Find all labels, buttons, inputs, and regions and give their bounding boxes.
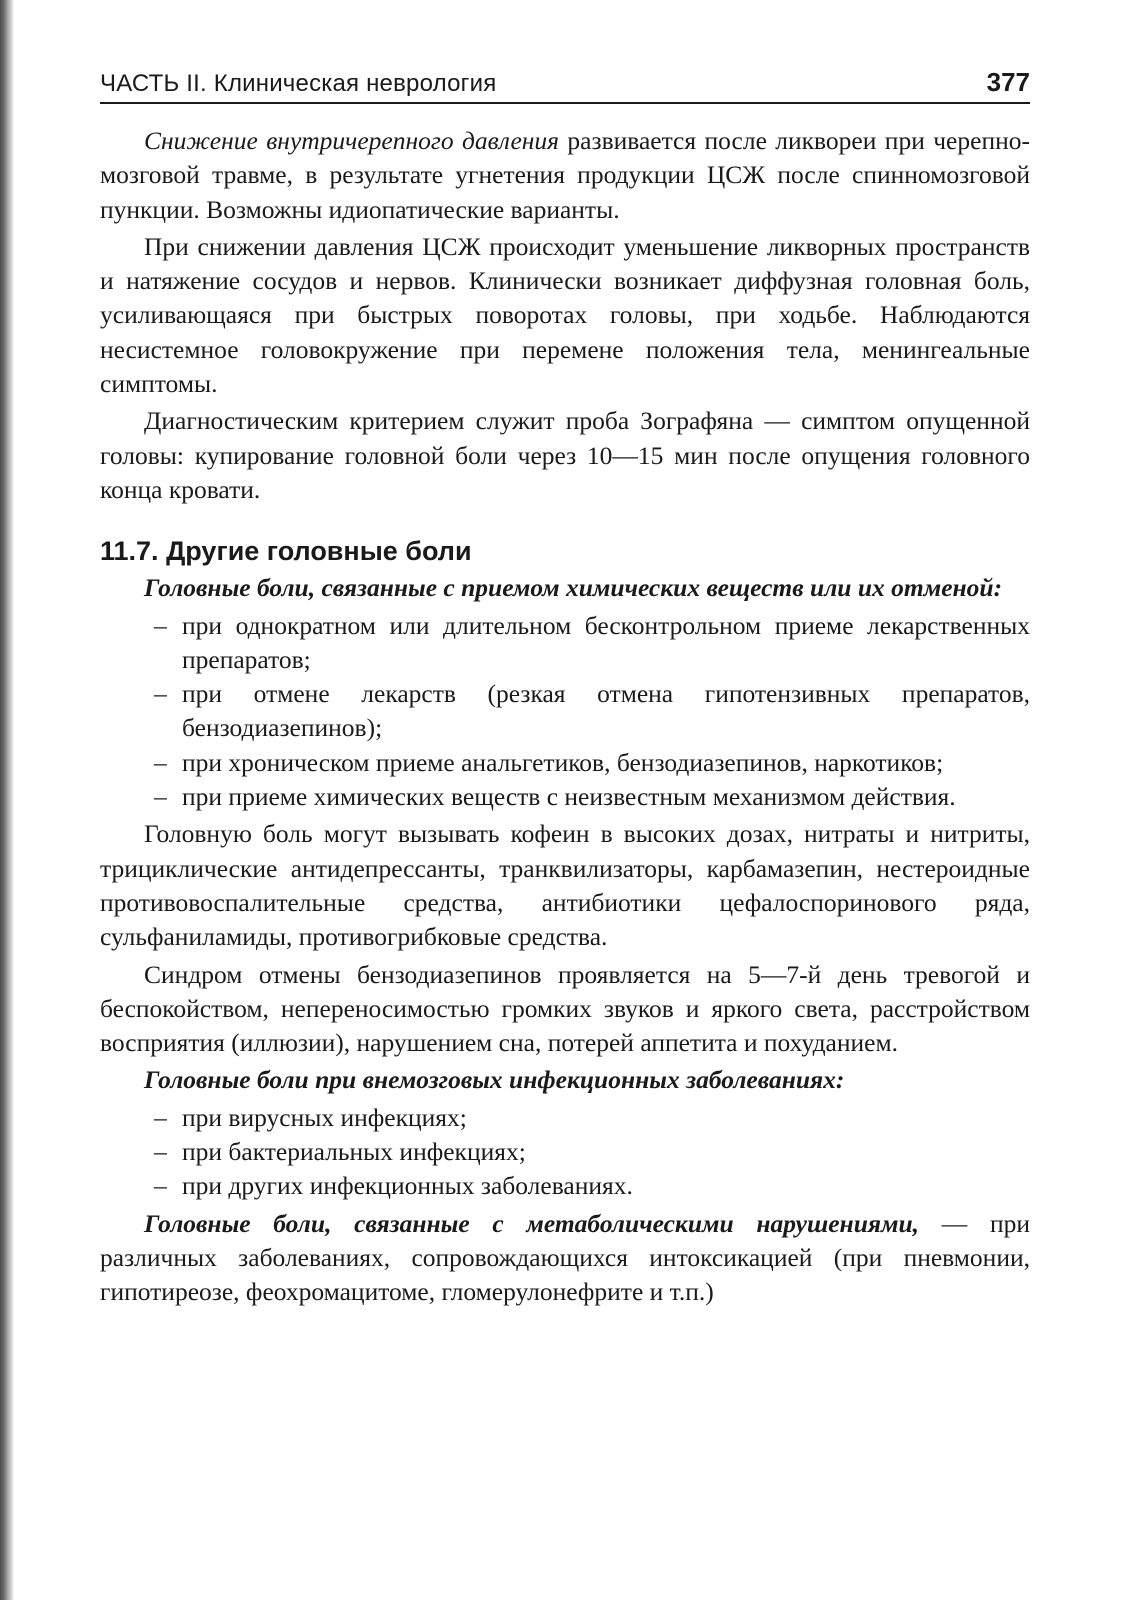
running-title: ЧАСТЬ II. Клиническая неврология <box>100 70 497 97</box>
paragraph-drugs: Головную боль могут вызывать кофеин в высоких дозах, нитраты и нитриты, трициклические антидепрессанты, транквилизаторы, карбамазепин, нестероидные противовоспалительные средства, антибиотики цефалоспоринового ряда, сульфаниламиды, противогрибковые средства. <box>100 819 1030 952</box>
paragraph-text: развивается после ликвореи при черепно-мозговой травме, в результате угнетения продукции ЦСЖ после спинномозговой пункции. Возможны идиопатические варианты. <box>100 126 1030 224</box>
subhead-infections: Головные боли при внемозговых инфекционных заболеваниях: <box>144 1065 845 1095</box>
term-intracranial-pressure: Снижение внутричерепного давления <box>144 126 560 155</box>
list-chemical-causes <box>100 609 1030 815</box>
paragraph-diagnostic-criterion: Диагностическим критерием служит проба Зографяна — симптом опущенной головы: купирование головной боли через 10—15 мин после опущения головного конца кровати. <box>100 406 1030 504</box>
paragraph-metabolic <box>100 1207 1030 1310</box>
paragraph-csf-pressure: При снижении давления ЦСЖ происходит уменьшение ликворных пространств и натяжение сосудов и нервов. Клинически возникает диффузная головная боль, усиливающаяся при быстрых поворотах головы, при ходьбе. Наблюдаются несистемное головокружение при перемене положения тела, менингеальные симптомы. <box>100 231 1030 399</box>
list-item: – при других инфекционных заболеваниях. <box>182 1169 1030 1203</box>
list-infections <box>100 1101 1030 1204</box>
list-item: – при хроническом приеме анальгетиков, бензодиазепинов, наркотиков; <box>182 746 1030 780</box>
scan-edge <box>0 0 14 1600</box>
paragraph-intracranial-pressure <box>100 124 1030 227</box>
term-metabolic: Головные боли, связанные с метаболическими нарушениями, <box>144 1208 920 1238</box>
subhead-chemical-substances: Головные боли, связанные с приемом химических веществ или их отменой: <box>144 573 1003 603</box>
running-header <box>100 62 1030 104</box>
list-item: – при бактериальных инфекциях; <box>182 1135 1030 1169</box>
paragraph-withdrawal: Синдром отмены бензодиазепинов проявляется на 5—7-й день тревогой и беспокойством, непереносимостью громких звуков и яркого света, расстройством восприятия (иллюзии), нарушением сна, потерей аппетита и похуданием. <box>100 959 1030 1058</box>
list-item: – при однократном или длительном бесконтрольном приеме лекарственных препаратов; <box>182 609 1030 678</box>
page-number: 377 <box>986 67 1030 97</box>
book-page <box>100 62 1030 1313</box>
body-text <box>100 124 1030 1310</box>
paragraph-text: — при различных заболеваниях, сопровождающихся интоксикацией (при пневмонии, гипотиреозе, феохромацитоме, гломерулонефрите и т.п.) <box>100 1208 1031 1307</box>
list-item: – при приеме химических веществ с неизвестным механизмом действия. <box>182 780 1030 814</box>
section-title: 11.7. Другие головные боли <box>100 536 472 567</box>
list-item: – при вирусных инфекциях; <box>182 1101 1030 1135</box>
list-item: – при отмене лекарств (резкая отмена гипотензивных препаратов, бензодиазепинов); <box>182 677 1030 746</box>
